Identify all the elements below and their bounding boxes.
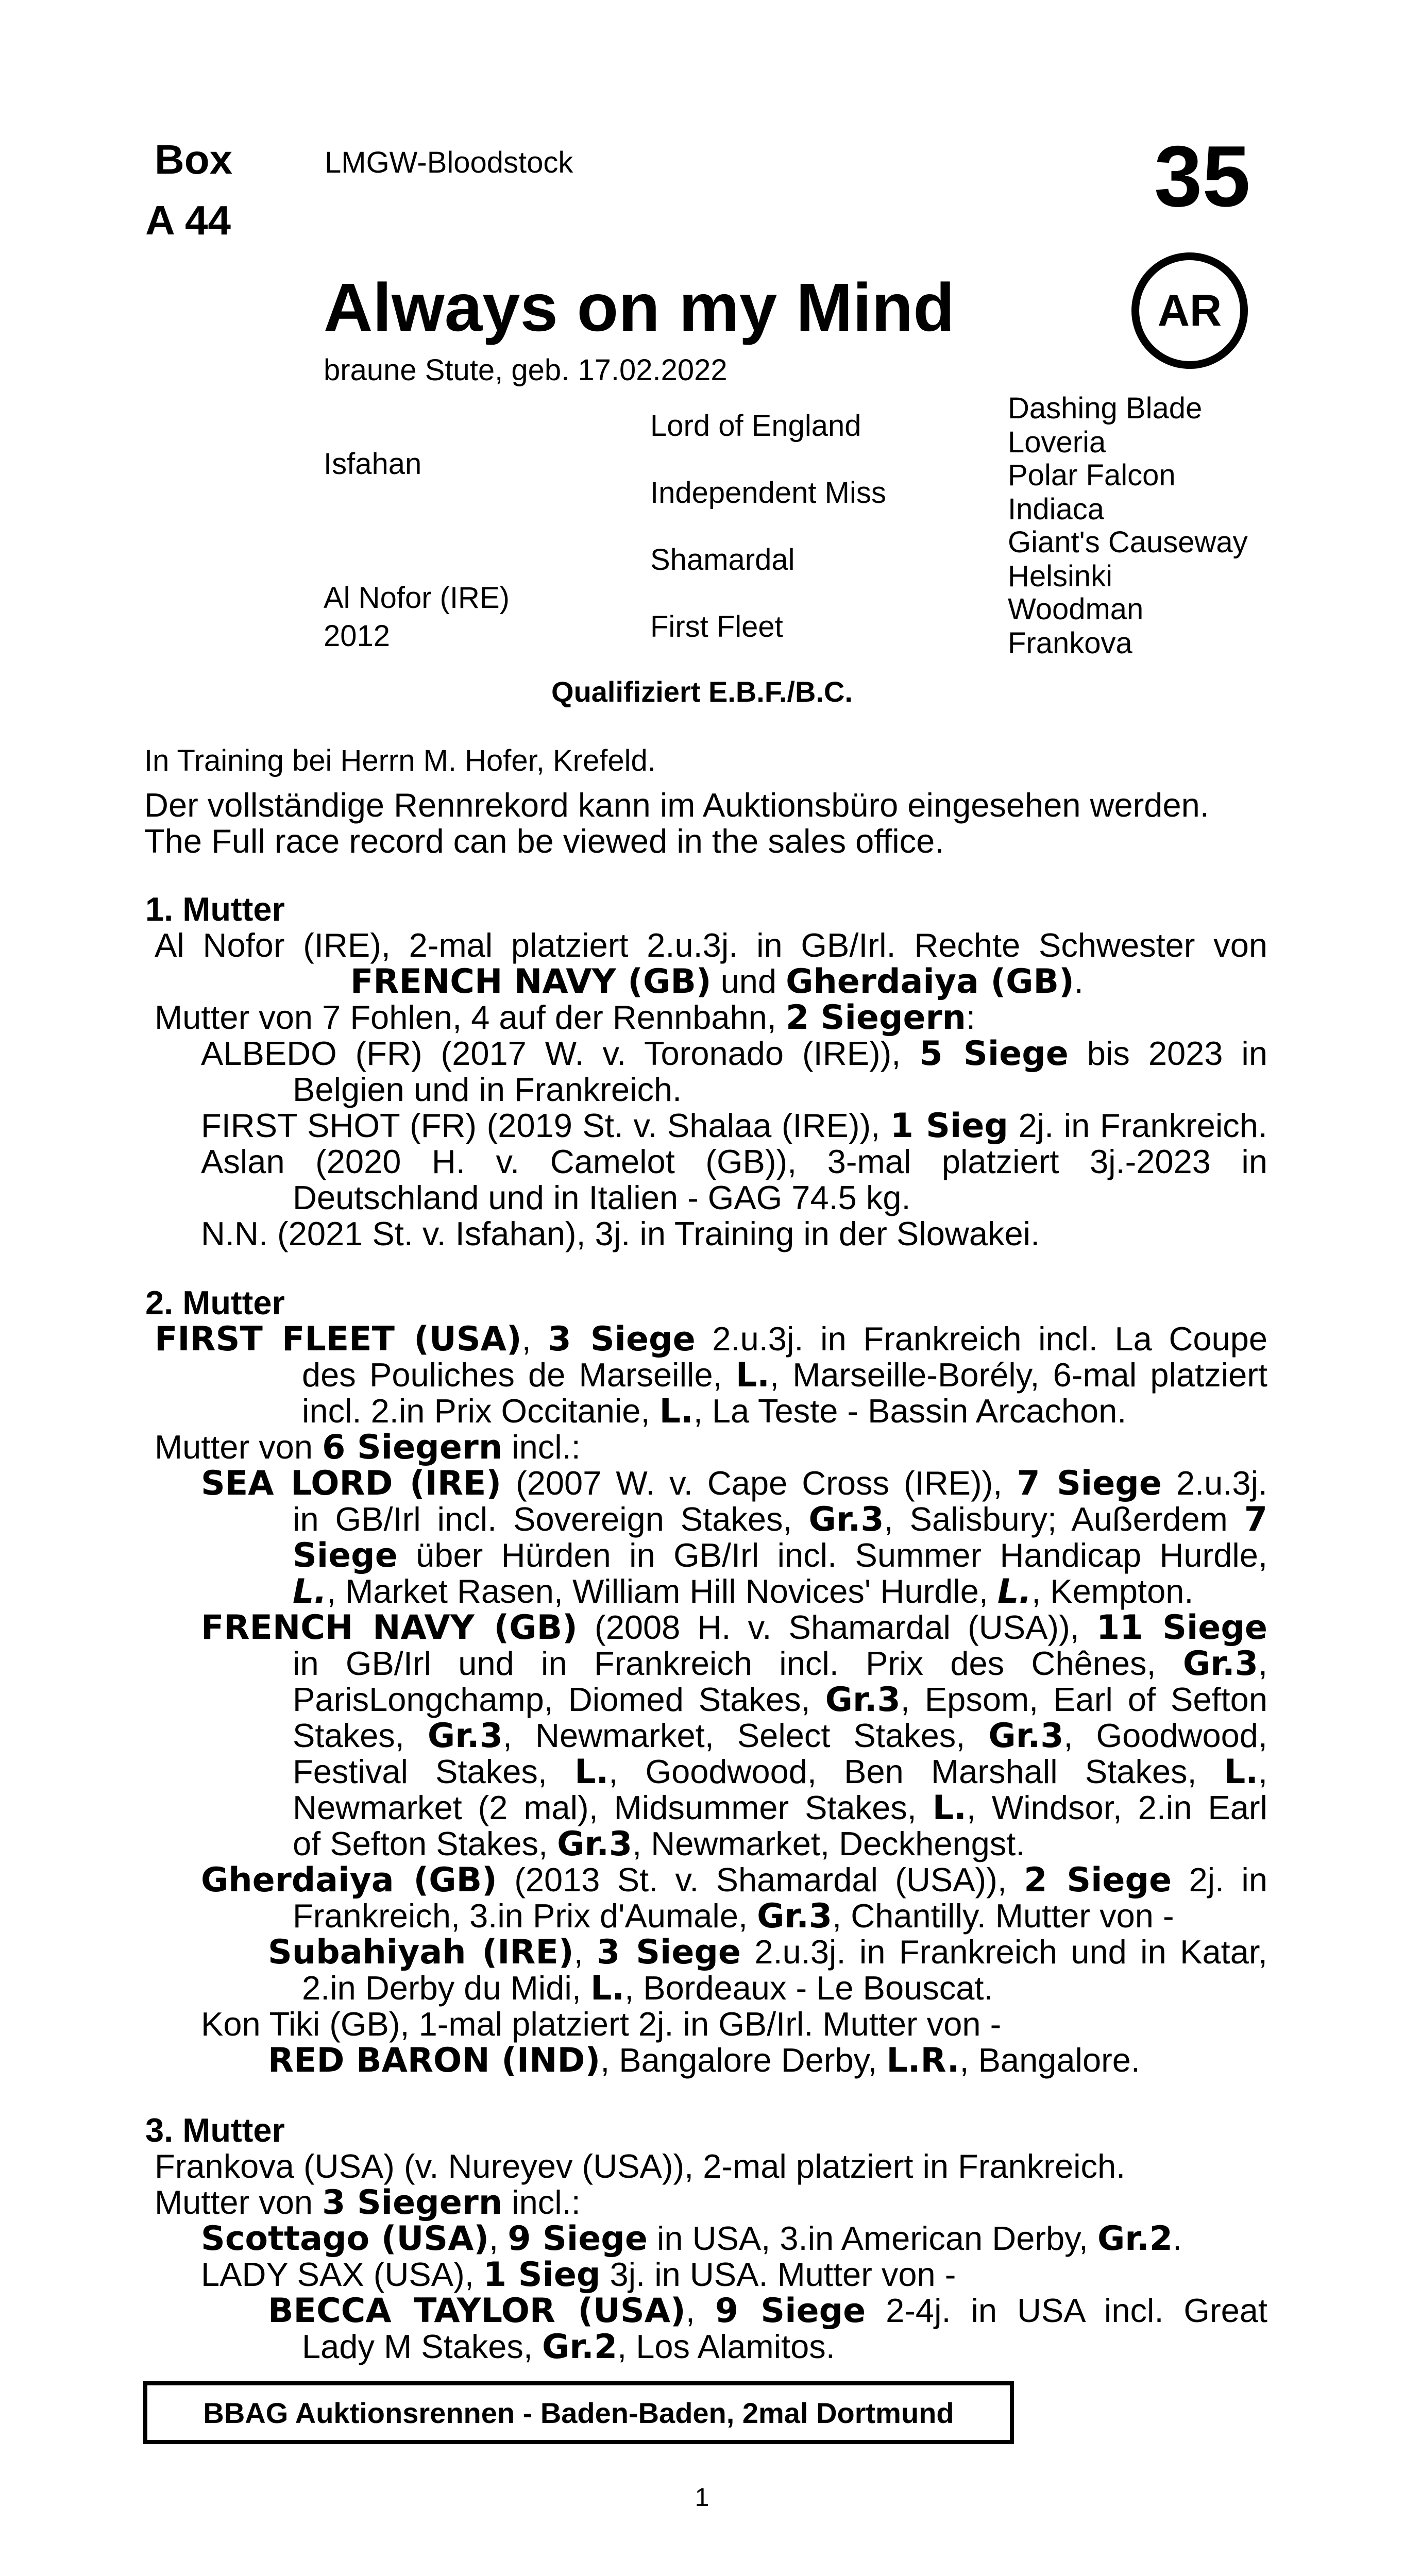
dam1-offspring-albedo-cont: Belgien und in Frankreich. xyxy=(293,1071,682,1108)
dam1-heading: 1. Mutter xyxy=(145,890,285,928)
dam2-offspring-sealord-cont: L., Market Rasen, William Hill Novices' Hurdle, L., Kempton. xyxy=(293,1572,1194,1611)
pedigree-gen3: Giant's Causeway xyxy=(1008,526,1248,559)
dam2-offspring-frenchnavy-cont: of Sefton Stakes, Gr.3, Newmarket, Deckhengst. xyxy=(293,1825,1025,1863)
pedigree-dam-year: 2012 xyxy=(324,619,391,653)
dam2-grandoffspring-subahiyah-cont: 2.in Derby du Midi, L., Bordeaux - Le Bouscat. xyxy=(302,1969,993,2008)
horse-name: Always on my Mind xyxy=(324,269,955,345)
pedigree-gen3: Dashing Blade xyxy=(1008,392,1203,425)
pedigree-dam: Al Nofor (IRE) xyxy=(324,581,510,615)
box-number: A 44 xyxy=(145,197,231,243)
pedigree-sire-sire: Lord of England xyxy=(650,409,861,443)
pedigree-gen3: Frankova xyxy=(1008,626,1132,660)
dam2-offspring-sealord-cont: in GB/Irl incl. Sovereign Stakes, Gr.3, Salisbury; Außerdem 7 xyxy=(293,1500,1267,1539)
dam2-line: des Pouliches de Marseille, L., Marseille-Borély, 6-mal platziert xyxy=(302,1356,1267,1395)
dam2-offspring-sealord-cont: Siege über Hürden in GB/Irl incl. Summer Handicap Hurdle, xyxy=(293,1536,1267,1575)
dam2-grandoffspring-subahiyah: Subahiyah (IRE), 3 Siege 2.u.3j. in Frankreich und in Katar, xyxy=(268,1933,1267,1972)
pedigree-sire: Isfahan xyxy=(324,447,422,481)
dam2-grandoffspring-redbaron: RED BARON (IND), Bangalore Derby, L.R., Bangalore. xyxy=(268,2041,1140,2080)
lot-number: 35 xyxy=(1154,128,1250,225)
dam2-offspring-gherdaiya: Gherdaiya (GB) (2013 St. v. Shamardal (USA)), 2 Siege 2j. in xyxy=(201,1861,1267,1900)
pedigree-gen3: Helsinki xyxy=(1008,560,1113,593)
pedigree-gen3: Woodman xyxy=(1008,592,1144,626)
dam3-heading: 3. Mutter xyxy=(145,2111,285,2149)
dam3-produce: Mutter von 3 Siegern incl.: xyxy=(155,2183,581,2222)
training-info: In Training bei Herrn M. Hofer, Krefeld. xyxy=(144,744,656,777)
pedigree-gen3: Loveria xyxy=(1008,426,1106,459)
dam3-grandoffspring-beccataylor-cont: Lady M Stakes, Gr.2, Los Alamitos. xyxy=(302,2328,835,2366)
horse-description: braune Stute, geb. 17.02.2022 xyxy=(324,353,728,387)
ar-badge: AR xyxy=(1131,252,1248,369)
dam1-offspring-aslan: Aslan (2020 H. v. Camelot (GB)), 3-mal platziert 3j.-2023 in xyxy=(201,1143,1267,1180)
dam1-offspring-firstshot: FIRST SHOT (FR) (2019 St. v. Shalaa (IRE)), 1 Sieg 2j. in Frankreich. xyxy=(201,1107,1267,1145)
dam1-siblings: FRENCH NAVY (GB) und Gherdaiya (GB). xyxy=(350,962,1084,1001)
dam3-line: Frankova (USA) (v. Nureyev (USA)), 2-mal platziert in Frankreich. xyxy=(155,2147,1126,2185)
dam1-offspring-albedo: ALBEDO (FR) (2017 W. v. Toronado (IRE)), 5 Siege bis 2023 in xyxy=(201,1035,1267,1073)
pedigree-dam-dam: First Fleet xyxy=(650,610,783,643)
dam2-line: FIRST FLEET (USA), 3 Siege 2.u.3j. in Frankreich incl. La Coupe xyxy=(155,1320,1267,1359)
race-record-en: The Full race record can be viewed in the sales office. xyxy=(144,822,944,860)
dam2-offspring-sealord: SEA LORD (IRE) (2007 W. v. Cape Cross (IRE)), 7 Siege 2.u.3j. xyxy=(201,1464,1267,1503)
dam2-offspring-frenchnavy-cont: Festival Stakes, L., Goodwood, Ben Marshall Stakes, L., xyxy=(293,1753,1267,1791)
pedigree-gen3: Indiaca xyxy=(1008,493,1105,526)
dam1-produce: Mutter von 7 Fohlen, 4 auf der Rennbahn, 2 Siegern: xyxy=(155,998,975,1037)
dam3-offspring-ladysax: LADY SAX (USA), 1 Sieg 3j. in USA. Mutter von - xyxy=(201,2256,956,2294)
box-label: Box xyxy=(155,137,233,182)
dam2-offspring-frenchnavy: FRENCH NAVY (GB) (2008 H. v. Shamardal (USA)), 11 Siege xyxy=(201,1608,1267,1647)
pedigree-dam-sire: Shamardal xyxy=(650,543,795,577)
auction-races-box: BBAG Auktionsrennen - Baden-Baden, 2mal Dortmund xyxy=(143,2381,1014,2444)
dam2-produce: Mutter von 6 Siegern incl.: xyxy=(155,1428,581,1467)
dam2-offspring-frenchnavy-cont: Newmarket (2 mal), Midsummer Stakes, L., Windsor, 2.in Earl xyxy=(293,1789,1267,1827)
dam3-offspring-scottago: Scottago (USA), 9 Siege in USA, 3.in American Derby, Gr.2. xyxy=(201,2219,1182,2258)
consignor: LMGW-Bloodstock xyxy=(325,146,573,179)
dam1-offspring-aslan-cont: Deutschland und in Italien - GAG 74.5 kg. xyxy=(293,1179,911,1216)
pedigree-gen3: Polar Falcon xyxy=(1008,459,1176,492)
dam2-offspring-frenchnavy-cont: ParisLongchamp, Diomed Stakes, Gr.3, Epsom, Earl of Sefton xyxy=(293,1681,1267,1719)
dam2-offspring-kontiki: Kon Tiki (GB), 1-mal platziert 2j. in GB/Irl. Mutter von - xyxy=(201,2005,1002,2043)
dam2-offspring-frenchnavy-cont: Stakes, Gr.3, Newmarket, Select Stakes, Gr.3, Goodwood, xyxy=(293,1717,1267,1755)
dam2-offspring-gherdaiya-cont: Frankreich, 3.in Prix d'Aumale, Gr.3, Chantilly. Mutter von - xyxy=(293,1897,1174,1936)
dam2-line: incl. 2.in Prix Occitanie, L., La Teste - Bassin Arcachon. xyxy=(302,1392,1127,1431)
dam1-line: Al Nofor (IRE), 2-mal platziert 2.u.3j. in GB/Irl. Rechte Schwester von xyxy=(155,926,1267,964)
qualification: Qualifiziert E.B.F./B.C. xyxy=(551,675,853,708)
dam3-grandoffspring-beccataylor: BECCA TAYLOR (USA), 9 Siege 2-4j. in USA incl. Great xyxy=(268,2292,1267,2330)
race-record-de: Der vollständige Rennrekord kann im Auktionsbüro eingesehen werden. xyxy=(144,786,1209,824)
pedigree-sire-dam: Independent Miss xyxy=(650,476,886,510)
page-number: 1 xyxy=(695,2483,709,2512)
dam2-heading: 2. Mutter xyxy=(145,1284,285,1321)
dam2-offspring-frenchnavy-cont: in GB/Irl und in Frankreich incl. Prix des Chênes, Gr.3, xyxy=(293,1645,1267,1683)
dam1-offspring-nn: N.N. (2021 St. v. Isfahan), 3j. in Training in der Slowakei. xyxy=(201,1215,1040,1252)
